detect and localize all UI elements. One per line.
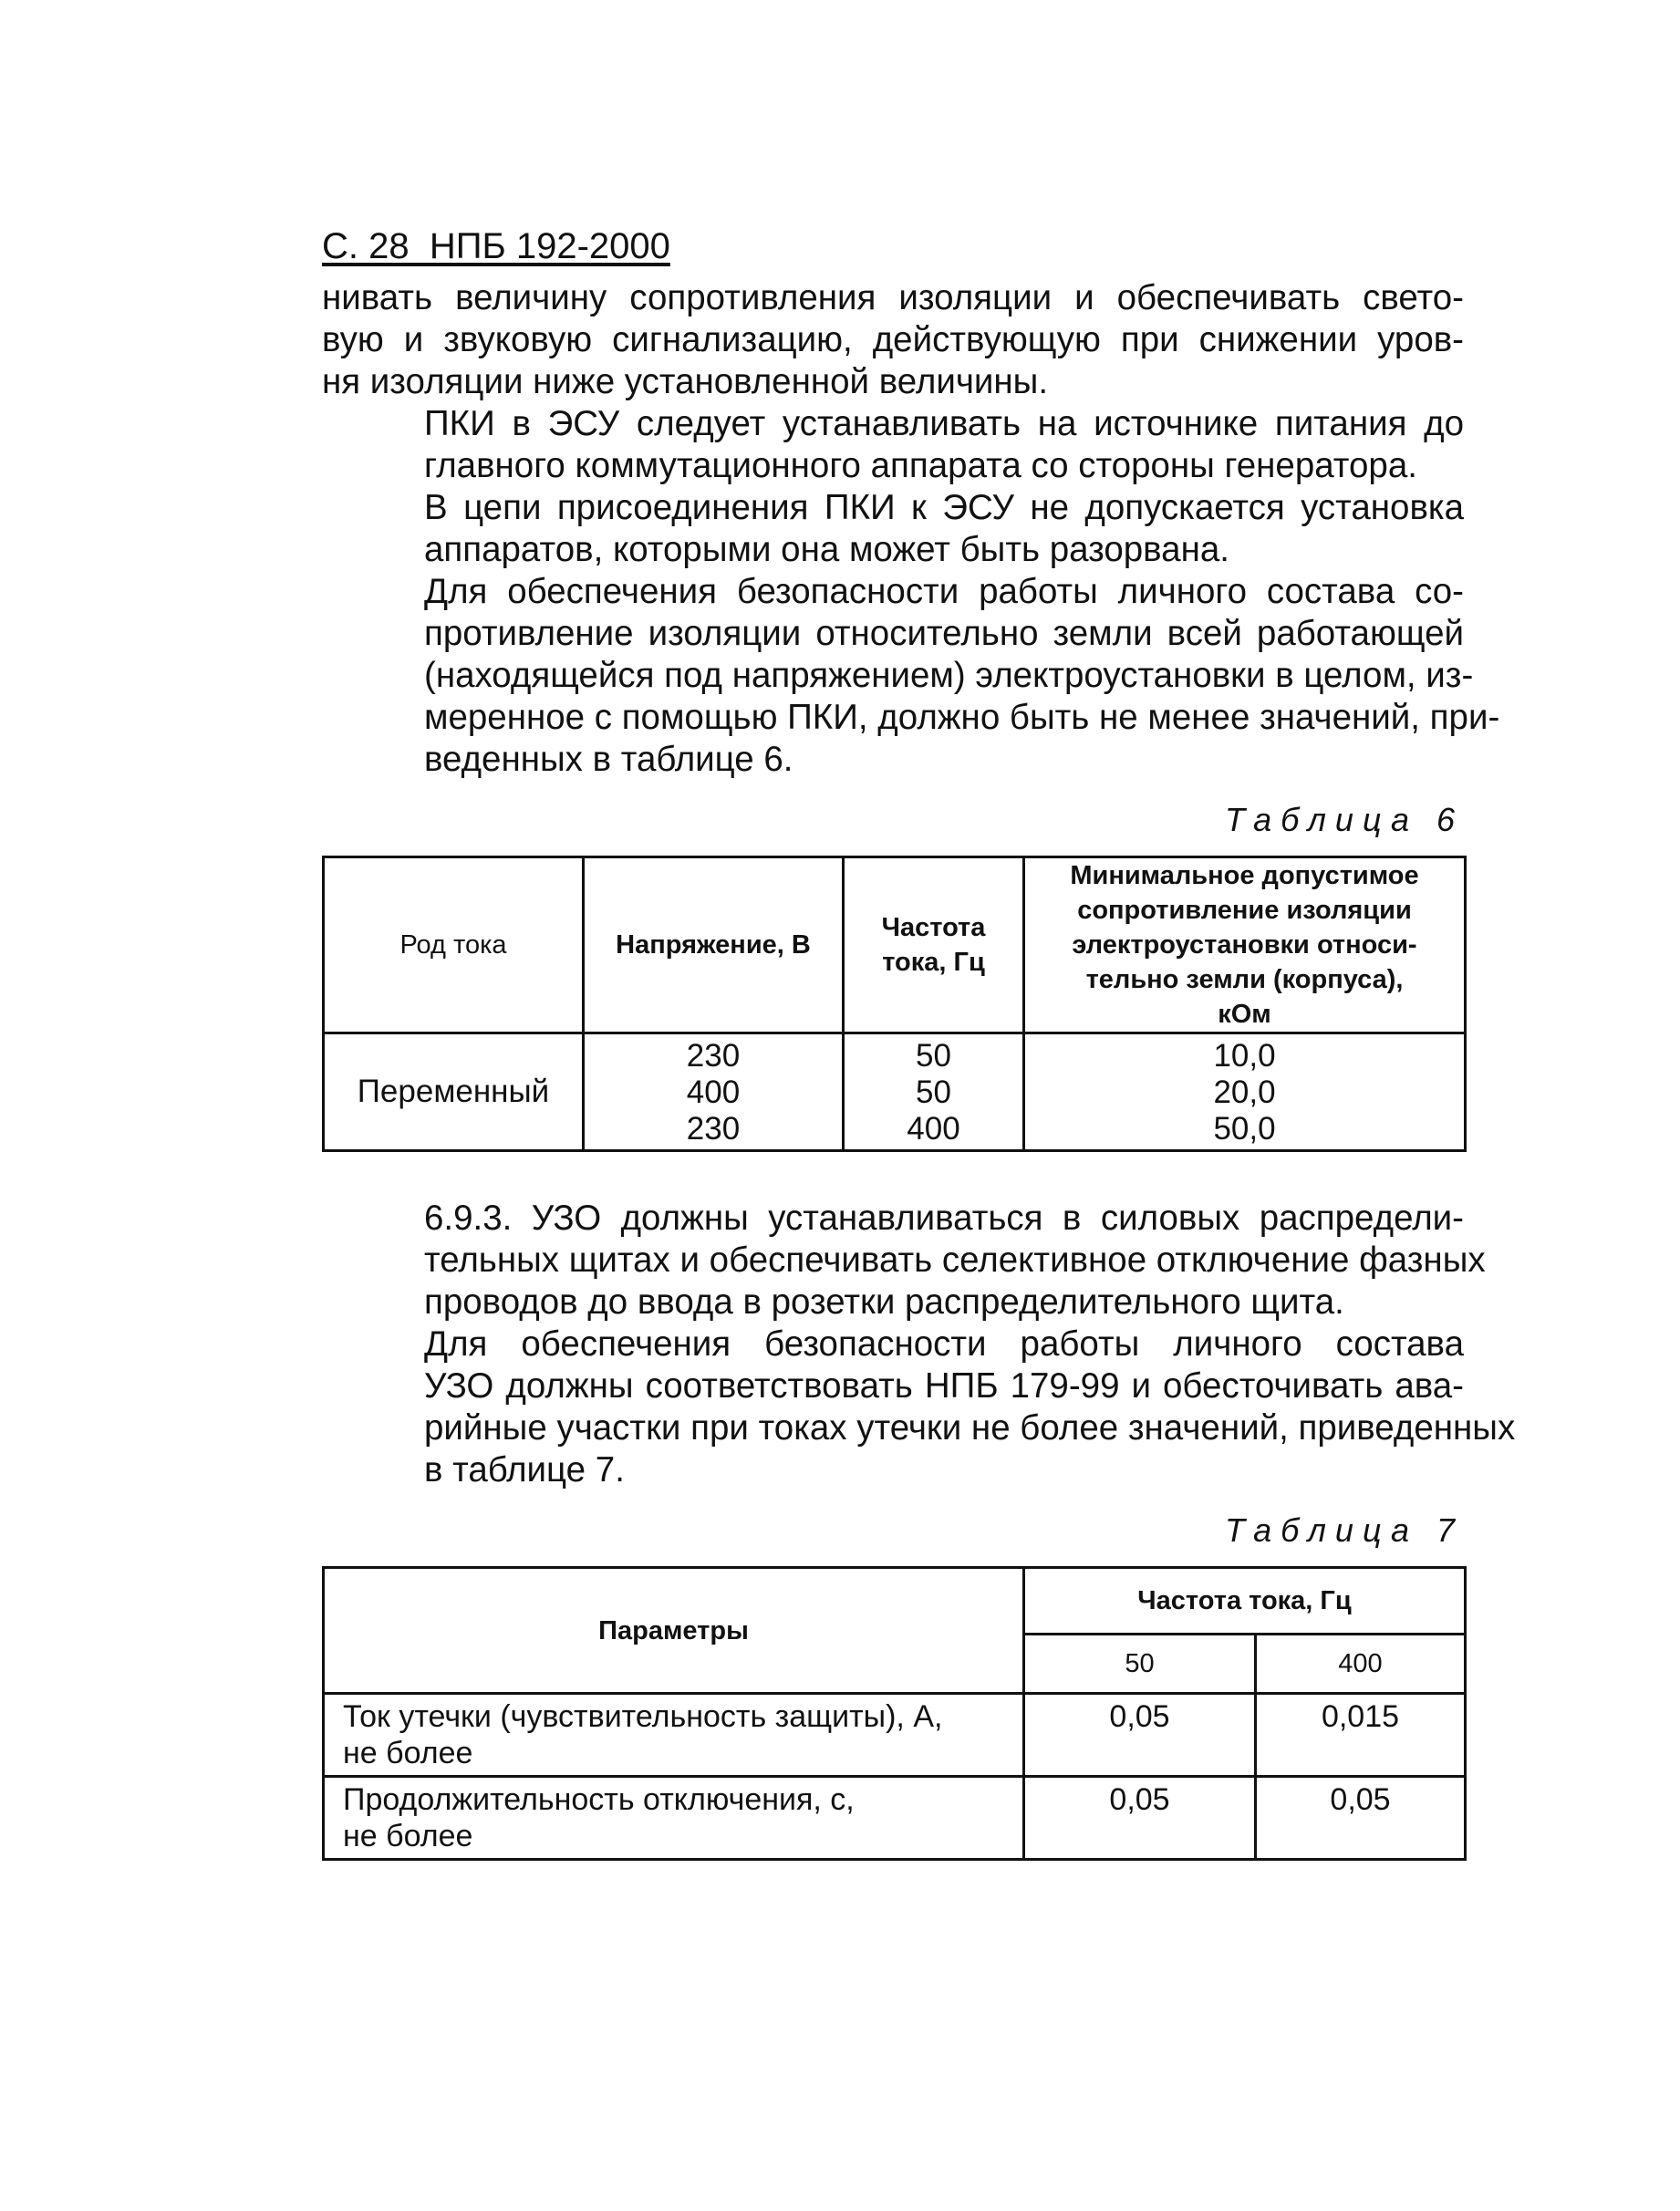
table7-value-400: 0,05: [1256, 1777, 1466, 1860]
table7-param-line: Продолжительность отключения, с,: [343, 1782, 855, 1817]
text-line: ПКИ в ЭСУ следует устанавливать на источнике питания до: [424, 404, 1464, 443]
paragraph-rcd-installation: [322, 1198, 1486, 1323]
table6-frequency-value: 50: [916, 1074, 951, 1110]
table7-param-cell: [324, 1694, 1024, 1777]
running-head: С. 28 НПБ 192-2000: [322, 226, 670, 266]
table6-voltage-cell: [584, 1033, 844, 1151]
table6-caption: Таблица 6: [1224, 801, 1464, 838]
text-line: В цепи присоединения ПКИ к ЭСУ не допускается установка: [424, 488, 1464, 527]
table6-header-row: [324, 857, 1466, 1033]
table7-value-50: 0,05: [1024, 1694, 1256, 1777]
table7-value-400: 0,015: [1256, 1694, 1466, 1777]
table7-param-line: Ток утечки (чувствительность защиты), А,: [343, 1699, 943, 1734]
table7-row-duration: [324, 1777, 1466, 1860]
table6-header-kind: Род тока: [324, 857, 584, 1033]
table6-voltage-value: 230: [686, 1038, 741, 1074]
table6-resistance-value: 20,0: [1213, 1074, 1276, 1110]
text-line: тельных щитах и обеспечивать селективное отключение фазных: [424, 1240, 1486, 1280]
paragraph-rcd-requirements: [322, 1323, 1516, 1491]
text-line: противление изоляции относительно земли всей работающей: [424, 614, 1464, 653]
table6-frequency-value: 400: [907, 1111, 960, 1147]
table7-header-f400: 400: [1256, 1635, 1466, 1694]
table7-header-params: Параметры: [324, 1568, 1024, 1694]
paragraph-insulation-monitoring: [322, 277, 1464, 403]
text-line: 6.9.3. УЗО должны устанавливаться в силовых распредели-: [424, 1199, 1464, 1238]
text-line: в таблице 7.: [424, 1450, 625, 1490]
text-line: веденных в таблице 6.: [424, 740, 793, 779]
text-line: аппаратов, которыми она может быть разорвана.: [424, 530, 1229, 569]
text-line: (находящейся под напряжением) электроустановки в целом, из-: [424, 656, 1474, 695]
table7-caption: Таблица 7: [1224, 1511, 1464, 1549]
document-page: [322, 224, 1516, 1861]
paragraph-pki-installation: [322, 403, 1464, 487]
table7-param-line: не более: [343, 1819, 473, 1853]
table6-resistance-value: 10,0: [1213, 1038, 1276, 1074]
text-line: главного коммутационного аппарата со стороны генератора.: [424, 446, 1417, 485]
table7-param-line: не более: [343, 1736, 473, 1770]
table6-header-frequency: Частота тока, Гц: [844, 857, 1024, 1033]
table6-frequency-value: 50: [916, 1038, 951, 1074]
table7-row-leakage: [324, 1694, 1466, 1777]
table7-param-cell: [324, 1777, 1024, 1860]
text-line: меренное с помощью ПКИ, должно быть не менее значений, при-: [424, 698, 1500, 737]
table6-voltage-value: 400: [686, 1074, 741, 1110]
text-line: УЗО должны соответствовать НПБ 179-99 и обесточивать ава-: [424, 1366, 1464, 1406]
table6-kind-cell: Переменный: [324, 1033, 584, 1151]
paragraph-pki-circuit: [322, 487, 1464, 571]
table6-voltage-value: 230: [686, 1111, 741, 1147]
table6-header-resistance: Минимальное допустимое сопротивление изоляции электроустановки относи-тельно земли (корпуса), кОм: [1024, 857, 1466, 1033]
text-line: нивать величину сопротивления изоляции и обеспечивать свето-: [322, 278, 1464, 317]
text-line: ня изоляции ниже установленной величины.: [322, 362, 1049, 401]
text-line: рийные участки при токах утечки не более значений, приведенных: [424, 1408, 1516, 1448]
text-line: проводов до ввода в розетки распределительного щита.: [424, 1282, 1344, 1322]
table6-insulation-resistance: [322, 856, 1467, 1152]
table6-frequency-cell: [844, 1033, 1024, 1151]
table7-header-row: [324, 1568, 1466, 1635]
paragraph-insulation-resistance: [322, 571, 1500, 781]
table6-data-row: [324, 1033, 1466, 1151]
text-line: вую и звуковую сигнализацию, действующую при снижении уров-: [322, 320, 1464, 359]
text-line: Для обеспечения безопасности работы личного состава: [424, 1324, 1464, 1364]
table7-rcd-parameters: [322, 1566, 1467, 1861]
spacer: [322, 1152, 1464, 1198]
table6-resistance-value: 50,0: [1213, 1111, 1276, 1147]
text-line: Для обеспечения безопасности работы личного состава со-: [424, 572, 1464, 611]
table7-header-frequency: Частота тока, Гц: [1024, 1568, 1466, 1635]
table6-header-voltage: Напряжение, В: [584, 857, 844, 1033]
table7-value-50: 0,05: [1024, 1777, 1256, 1860]
table7-header-f50: 50: [1024, 1635, 1256, 1694]
table6-resistance-cell: [1024, 1033, 1466, 1151]
